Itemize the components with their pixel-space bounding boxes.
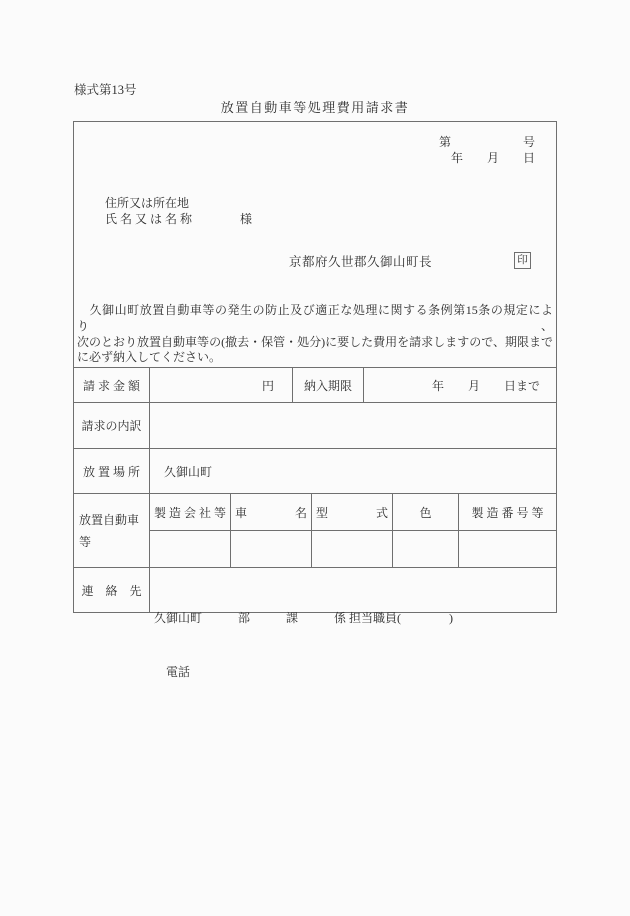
vehicle-col-serial-number: 製 造 番 号 等 — [459, 494, 556, 531]
contact-label: 連 絡 先 — [74, 568, 150, 613]
ref-number-line: 第 号 — [438, 135, 535, 149]
address-label: 住所又は所在地 — [105, 196, 190, 210]
breakdown-label: 請求の内訳 — [74, 403, 150, 449]
body-paragraph — [77, 303, 553, 366]
contact-line-1: 久御山町 部 課 係 担当職員( ) — [154, 611, 453, 625]
body-line: 久御山町放置自動車等の発生の防止及び適正な処理に関する条例第15条の規定により、 — [77, 303, 553, 333]
form-outer-box — [73, 121, 557, 679]
location-value-cell: 久御山町 — [150, 449, 556, 494]
date-line: 年 月 日 — [450, 150, 535, 165]
contact-line-2: 電話 — [154, 665, 191, 679]
yen-suffix: 円 — [261, 378, 274, 393]
vehicle-value-manufacturer — [150, 531, 231, 568]
vehicle-value-color — [393, 531, 459, 568]
contact-value-cell — [150, 568, 556, 679]
deadline-label: 納入期限 — [293, 368, 364, 403]
seal-stamp-box: 印 — [514, 252, 531, 269]
vehicle-value-serial-number — [459, 531, 556, 568]
reference-number-block — [439, 135, 535, 166]
vehicle-value-model — [312, 531, 393, 568]
vehicle-col-manufacturer: 製 造 会 社 等 — [150, 494, 231, 531]
vehicle-col-color: 色 — [393, 494, 459, 531]
claim-amount-cell — [150, 368, 293, 403]
page-title: 放置自動車等処理費用請求書 — [220, 100, 410, 115]
location-label: 放 置 場 所 — [74, 449, 150, 494]
recipient-name-line: 氏 名 又 は 名 称 様 — [105, 211, 253, 226]
form-number: 様式第13号 — [74, 83, 137, 97]
mayor-title: 京都府久世郡久御山町長 — [289, 255, 433, 269]
vehicle-col-car-name: 車 名 — [231, 494, 312, 531]
vehicle-col-model: 型 式 — [312, 494, 393, 531]
body-line: に必ず納入してください。 — [77, 350, 222, 365]
body-line: 次のとおり放置自動車等の(撤去・保管・処分)に要した費用を請求しますので、期限まで — [77, 334, 553, 349]
claim-amount-label: 請 求 金 額 — [74, 368, 150, 403]
form-table — [74, 367, 556, 679]
breakdown-value-cell — [150, 403, 556, 449]
deadline-value-cell: 年 月 日まで — [364, 368, 556, 403]
vehicle-value-car-name — [231, 531, 312, 568]
vehicle-label: 放置自動車等 — [74, 494, 150, 568]
